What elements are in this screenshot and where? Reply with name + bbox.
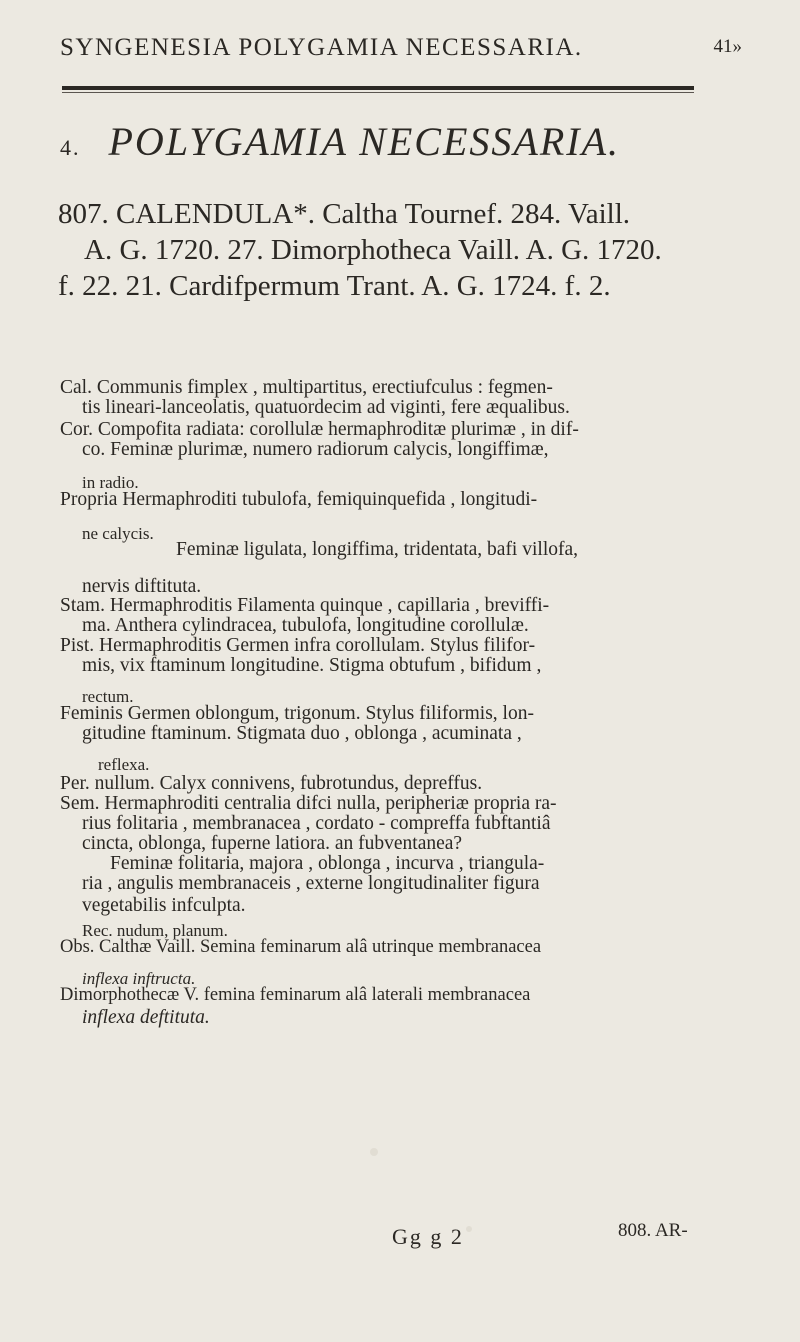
genus-line: A. G. 1720. 27. Dimorphotheca Vaill. A. G. 1720. (84, 234, 662, 266)
text-line: reflexa. (98, 755, 150, 774)
paper-speck (466, 1226, 472, 1232)
text-line: vegetabilis infculpta. (82, 895, 246, 916)
paper-speck (370, 1148, 378, 1156)
text-line: Feminis Germen oblongum, trigonum. Stylus filiformis, lon- (60, 703, 534, 724)
section-title: POLYGAMIA NECESSARIA. (108, 119, 621, 164)
text-line: Per. nullum. Calyx connivens, fubrotundus, depreffus. (60, 773, 483, 794)
text-line: rius folitaria , membranacea , cordato - compreffa fubftantiâ (82, 813, 551, 834)
text-line: Dimorphothecæ V. femina feminarum alâ laterali membranacea (60, 985, 531, 1005)
page-number: 41» (713, 36, 742, 57)
text-line: Stam. Hermaphroditis Filamenta quinque , capillaria , breviffi- (60, 595, 550, 616)
text-line: rectum. (82, 687, 134, 706)
text-line: Cal. Communis fimplex , multipartitus, erectiufculus : fegmen- (60, 377, 553, 398)
genus-line: f. 22. 21. Cardifpermum Trant. A. G. 1724. f. 2. (58, 270, 611, 302)
text-line: cincta, oblonga, fuperne latiora. an fubventanea? (82, 833, 463, 854)
text-line: Propria Hermaphroditi tubulofa, femiquinquefida , longitudi- (60, 489, 538, 510)
text-line: gitudine ftaminum. Stigmata duo , oblonga , acuminata , (82, 723, 522, 744)
text-line: Rec. nudum, planum. (82, 921, 228, 940)
text-line: tis lineari-lanceolatis, quatuordecim ad viginti, fere æqualibus. (82, 397, 570, 418)
text-line: in radio. (82, 473, 139, 492)
text-line: Feminæ folitaria, majora , oblonga , incurva , triangula- (110, 853, 545, 874)
catchword: 808. AR- (618, 1220, 688, 1241)
text-line: ma. Anthera cylindracea, tubulofa, longitudine corollulæ. (82, 615, 529, 636)
text-line: inflexa inftructa. (82, 969, 196, 988)
text-line: Cor. Compofita radiata: corollulæ hermaphroditæ plurimæ , in dif- (60, 419, 579, 440)
signature-mark: Gg g 2 (392, 1224, 464, 1249)
text-line: Sem. Hermaphroditi centralia difci nulla, peripheriæ propria ra- (60, 793, 557, 814)
text-line: nervis diftituta. (82, 576, 202, 597)
text-line: ne calycis. (82, 524, 154, 543)
running-head (60, 34, 760, 80)
genus-line: 807. CALENDULA*. Caltha Tournef. 284. Vaill. (58, 198, 630, 230)
section-heading (60, 118, 620, 165)
text-line: Pist. Hermaphroditis Germen infra corollulam. Stylus filifor- (60, 635, 536, 656)
section-number: 4. (60, 135, 81, 160)
header-rule-thin (62, 92, 694, 93)
header-rule (62, 86, 694, 90)
text-line: ria , angulis membranaceis , externe longitudinaliter figura (82, 873, 540, 894)
text-line: Feminæ ligulata, longiffima, tridentata, bafi villofa, (176, 539, 579, 560)
running-title: SYNGENESIA POLYGAMIA NECESSARIA. (60, 34, 583, 61)
text-line: Obs. Calthæ Vaill. Semina feminarum alâ utrinque membranacea (60, 937, 542, 957)
text-line: co. Feminæ plurimæ, numero radiorum calycis, longiffimæ, (82, 439, 549, 460)
text-line: inflexa deftituta. (82, 1007, 210, 1028)
text-line: mis, vix ftaminum longitudine. Stigma obtufum , bifidum , (82, 655, 542, 676)
